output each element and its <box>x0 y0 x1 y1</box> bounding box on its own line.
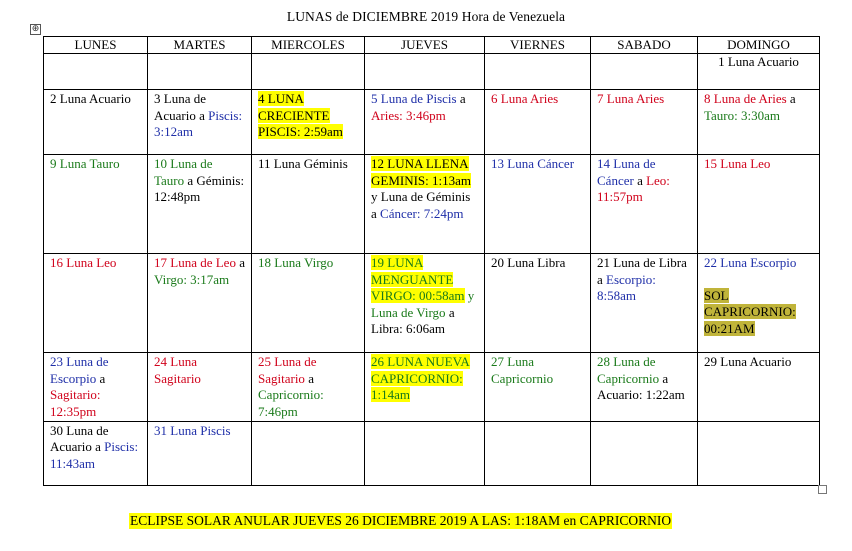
table-move-handle-icon[interactable]: ⊕ <box>31 24 40 34</box>
day-10-text-b: a Géminis: 12:48pm <box>154 172 245 205</box>
day-30-text-b: Piscis: 11:43am <box>50 439 139 471</box>
day-14-text-c: Leo: 11:57pm <box>597 172 670 205</box>
day-24-text: 24 Luna Sagitario <box>154 354 201 386</box>
day-cell-30 <box>44 422 148 486</box>
day-cell-10 <box>148 155 252 254</box>
day-cell-24 <box>148 353 252 422</box>
day-16-text: 16 Luna Leo <box>50 255 117 271</box>
day-17-text-a: 17 Luna de Leo <box>154 255 236 271</box>
day-cell-5 <box>365 90 485 155</box>
day-cell-4 <box>252 90 365 155</box>
day-cell-8 <box>698 90 820 155</box>
day-header-wednesday: MIERCOLES <box>252 37 365 54</box>
day-header-sunday-label: DOMINGO <box>727 37 790 52</box>
day-19-text-c: a Libra: 6:06am <box>371 304 455 337</box>
day-4-text: 4 LUNA CRECIENTE PISCIS: 2:59am <box>258 91 343 140</box>
day-2-text: 2 Luna Acuario <box>50 91 131 107</box>
day-cell-13 <box>485 155 591 254</box>
day-28-text-a: 28 Luna de Capricornio <box>597 354 660 386</box>
calendar-table <box>43 36 820 486</box>
day-cell-11 <box>252 155 365 254</box>
day-header-friday: VIERNES <box>485 37 591 54</box>
day-5-text-a: 5 Luna de Piscis <box>371 91 457 107</box>
day-8-text-b: a <box>786 91 796 107</box>
day-cell-12 <box>365 155 485 254</box>
empty-cell <box>365 54 485 90</box>
day-1-text: 1 Luna Acuario <box>718 54 799 70</box>
day-25-text-a: 25 Luna de Sagitario <box>258 354 317 386</box>
page-title: LUNAS de DICIEMBRE 2019 Hora de Venezuela <box>286 9 566 24</box>
day-cell-19 <box>365 254 485 353</box>
day-cell-23 <box>44 353 148 422</box>
day-12-text-b: y Luna de Géminis a <box>371 189 471 221</box>
day-cell-21 <box>591 254 698 353</box>
day-cell-27 <box>485 353 591 422</box>
day-25-text-c: Capricornio: 7:46pm <box>258 387 324 419</box>
day-30-text-a: 30 Luna de Acuario a <box>50 423 109 455</box>
day-25-text-b: a <box>304 370 314 386</box>
day-6-text: 6 Luna Aries <box>491 91 559 107</box>
empty-cell <box>252 54 365 90</box>
empty-cell <box>252 422 365 486</box>
day-19-text-b: y Luna de Virgo <box>371 288 475 320</box>
day-23-text-c: Sagitario: 12:35pm <box>50 387 101 419</box>
day-5-text-c: Aries: 3:46pm <box>371 107 446 123</box>
week-row-2 <box>44 90 820 155</box>
header-row <box>44 37 820 54</box>
week-row-1 <box>44 54 820 90</box>
day-cell-29 <box>698 353 820 422</box>
day-9-text: 9 Luna Tauro <box>50 156 120 172</box>
day-3-text-a: 3 Luna de Acuario a <box>154 91 209 123</box>
day-23-text-a: 23 Luna de Escorpio <box>50 354 109 386</box>
day-11-text: 11 Luna Géminis <box>258 156 348 172</box>
day-17-text-b: a <box>235 255 245 271</box>
week-row-6 <box>44 422 820 486</box>
day-cell-26 <box>365 353 485 422</box>
day-header-tuesday: MARTES <box>148 37 252 54</box>
day-header-saturday: SABADO <box>591 37 698 54</box>
day-31-text: 31 Luna Piscis <box>154 423 231 439</box>
week-row-4 <box>44 254 820 353</box>
day-21-text-b: Escorpio: 8:58am <box>597 271 656 304</box>
day-13-text: 13 Luna Cáncer <box>491 156 575 172</box>
eclipse-note: ECLIPSE SOLAR ANULAR JUEVES 26 DICIEMBRE 2019 A LAS: 1:18AM en CAPRICORNIO <box>130 513 672 528</box>
day-29-text: 29 Luna Acuario <box>704 354 792 370</box>
day-12-text-c: Cáncer: 7:24pm <box>380 205 464 221</box>
empty-cell <box>365 422 485 486</box>
day-22-text-a: 22 Luna Escorpio <box>704 255 797 271</box>
day-cell-3 <box>148 90 252 155</box>
empty-cell <box>44 54 148 90</box>
day-8-text-a: 8 Luna de Aries <box>704 91 787 107</box>
day-27-text: 27 Luna Capricornio <box>491 354 554 386</box>
day-cell-22 <box>698 254 820 353</box>
day-header-thursday: JUEVES <box>365 37 485 54</box>
empty-cell <box>698 422 820 486</box>
empty-cell <box>148 54 252 90</box>
day-cell-28 <box>591 353 698 422</box>
day-header-monday: LUNES <box>44 37 148 54</box>
week-row-5 <box>44 353 820 422</box>
day-cell-14 <box>591 155 698 254</box>
day-14-text-a: 14 Luna de Cáncer <box>597 156 656 188</box>
empty-cell <box>485 54 591 90</box>
day-21-text-a: 21 Luna de Libra a <box>597 255 687 287</box>
empty-cell <box>485 422 591 486</box>
day-cell-2 <box>44 90 148 155</box>
day-28-text-b: a Acuario: 1:22am <box>597 370 685 403</box>
day-26-text: 26 LUNA NUEVA CAPRICORNIO: 1:14am <box>371 354 470 403</box>
day-cell-1 <box>698 54 820 90</box>
day-cell-7 <box>591 90 698 155</box>
day-cell-16 <box>44 254 148 353</box>
empty-cell <box>591 54 698 90</box>
table-resize-handle-icon[interactable] <box>818 485 827 494</box>
day-20-text: 20 Luna Libra <box>491 255 566 271</box>
day-cell-6 <box>485 90 591 155</box>
day-23-text-b: a <box>96 370 106 386</box>
day-header-sunday <box>698 37 820 54</box>
day-5-text-b: a <box>456 91 466 107</box>
empty-cell <box>591 422 698 486</box>
day-7-text: 7 Luna Aries <box>597 91 665 107</box>
day-cell-18 <box>252 254 365 353</box>
day-15-text: 15 Luna Leo <box>704 156 771 172</box>
day-cell-31 <box>148 422 252 486</box>
day-cell-9 <box>44 155 148 254</box>
day-12-text-a: 12 LUNA LLENA GEMINIS: 1:13am <box>371 156 472 188</box>
day-18-text: 18 Luna Virgo <box>258 255 334 271</box>
day-cell-17 <box>148 254 252 353</box>
day-19-text-a: 19 LUNA MENGUANTE VIRGO: 00:58am <box>371 255 465 304</box>
day-8-text-c: Tauro: 3:30am <box>704 107 780 123</box>
week-row-3 <box>44 155 820 254</box>
day-cell-20 <box>485 254 591 353</box>
day-cell-15 <box>698 155 820 254</box>
day-cell-25 <box>252 353 365 422</box>
day-17-text-c: Virgo: 3:17am <box>154 271 230 287</box>
day-22-text-b: SOL CAPRICORNIO: 00:21AM <box>704 287 796 336</box>
day-3-text-b: Piscis: 3:12am <box>154 107 243 140</box>
day-10-text-a: 10 Luna de Tauro <box>154 156 213 188</box>
day-14-text-b: a <box>633 172 647 188</box>
